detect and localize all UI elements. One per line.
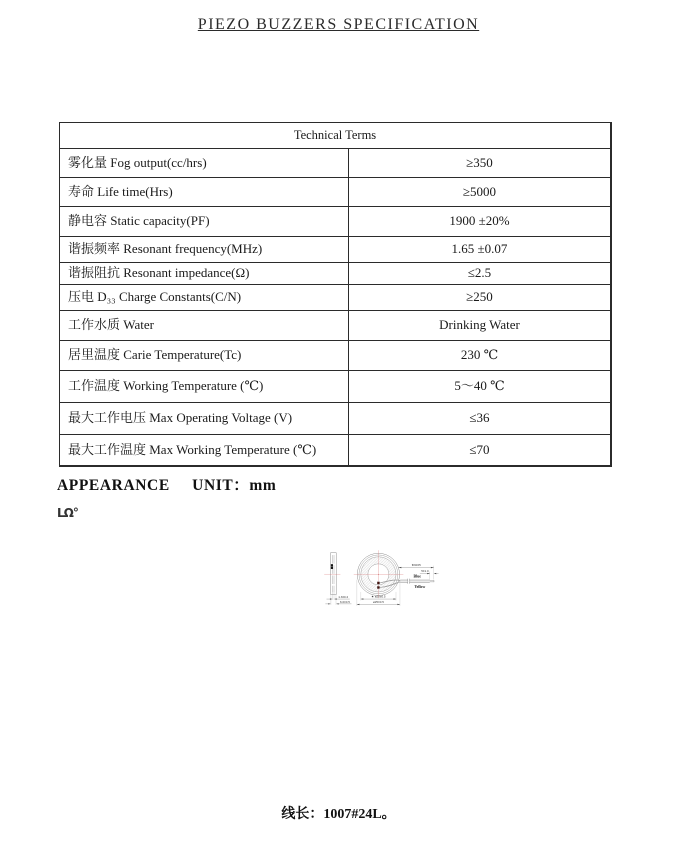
dim-wire-length-label: ★90±5 [411, 563, 421, 568]
solder-joint-dot [331, 564, 333, 566]
table-row [60, 207, 612, 237]
arrowhead-icon [328, 603, 331, 604]
term-cell: 静电容 Static capacity(PF) [60, 207, 349, 237]
front-view [354, 550, 434, 598]
table-row [60, 403, 612, 435]
value-cell: ≥250 [349, 285, 612, 311]
arrowhead-icon [434, 573, 437, 574]
wire-dimensions [399, 563, 439, 589]
arrowhead-icon [334, 598, 337, 599]
value-cell: 1900 ±20% [349, 207, 612, 237]
dim-side-total-label: 6.0±0.5 [339, 599, 350, 604]
side-view [324, 553, 351, 605]
value-cell: ≥350 [349, 149, 612, 178]
term-cell: 寿命 Life time(Hrs) [60, 178, 349, 207]
dim-inner-dia-label: ★ ø20±0.5 [371, 594, 386, 599]
appearance-diagram [170, 548, 660, 765]
term-cell: 居里温度 Carie Temperature(Tc) [60, 341, 349, 371]
value-cell: ≤70 [349, 435, 612, 466]
table-header-cell: Technical Terms [60, 123, 612, 149]
term-cell: 最大工作温度 Max Working Temperature (℃) [60, 435, 349, 466]
term-cell: 谐振频率 Resonant frequency(MHz) [60, 237, 349, 263]
term-cell: 工作水质 Water [60, 311, 349, 341]
table-row [60, 311, 612, 341]
table-row [60, 435, 612, 466]
table-header-row [60, 123, 612, 149]
solder-joint-dot [377, 582, 379, 584]
value-cell: 1.65 ±0.07 [349, 237, 612, 263]
wire-label-yellow: Yellow [414, 584, 426, 589]
side-view-body [331, 553, 336, 595]
table-row [60, 149, 612, 178]
solder-joint-dot [331, 567, 333, 569]
technical-terms-table [59, 122, 612, 467]
arrowhead-icon [397, 604, 400, 605]
center-mark [378, 574, 379, 575]
arrowhead-icon [330, 598, 333, 599]
value-cell: 5～40 ℃ [349, 371, 612, 403]
appearance-heading: APPEARANCE UNIT：mm [57, 477, 277, 494]
table-row [60, 371, 612, 403]
term-cell: 最大工作电压 Max Operating Voltage (V) [60, 403, 349, 435]
term-cell: 雾化量 Fog output(cc/hrs) [60, 149, 349, 178]
term-cell: 工作温度 Working Temperature (℃) [60, 371, 349, 403]
solder-joint-dot [377, 586, 379, 588]
wire-label-blue: Blue [413, 574, 421, 579]
page-title: PIEZO BUZZERS SPECIFICATION [197, 16, 480, 33]
table-row [60, 263, 612, 285]
table-row [60, 237, 612, 263]
table-row [60, 341, 612, 371]
arrowhead-icon [361, 598, 364, 599]
wire-length-note: 线长：1007#24L。 [281, 807, 396, 822]
value-cell: ≥5000 [349, 178, 612, 207]
cable-stripped-end [430, 581, 434, 582]
value-cell: ≤36 [349, 403, 612, 435]
arrowhead-icon [336, 603, 339, 604]
dim-side-thickness-label: 1.3±0.2 [338, 595, 349, 600]
dim-outer-dia-label: ø25±0.5 [372, 600, 384, 605]
value-cell: ≤2.5 [349, 263, 612, 285]
dim-strip-length-label: 5±1.0 [421, 569, 429, 574]
diagram-svg [170, 548, 660, 765]
value-cell: 230 ℃ [349, 341, 612, 371]
arrowhead-icon [393, 598, 396, 599]
term-cell: 谐振阻抗 Resonant impedance(Ω) [60, 263, 349, 285]
value-cell: Drinking Water [349, 311, 612, 341]
arrowhead-icon [399, 567, 402, 568]
arrowhead-icon [431, 567, 434, 568]
artifact-glyph: LΩ° [57, 506, 78, 520]
cable-body [400, 580, 430, 582]
term-cell: 压电 D₃₃ Charge Constants(C/N) [60, 285, 349, 311]
table-row [60, 178, 612, 207]
table-row [60, 285, 612, 311]
arrowhead-icon [357, 604, 360, 605]
